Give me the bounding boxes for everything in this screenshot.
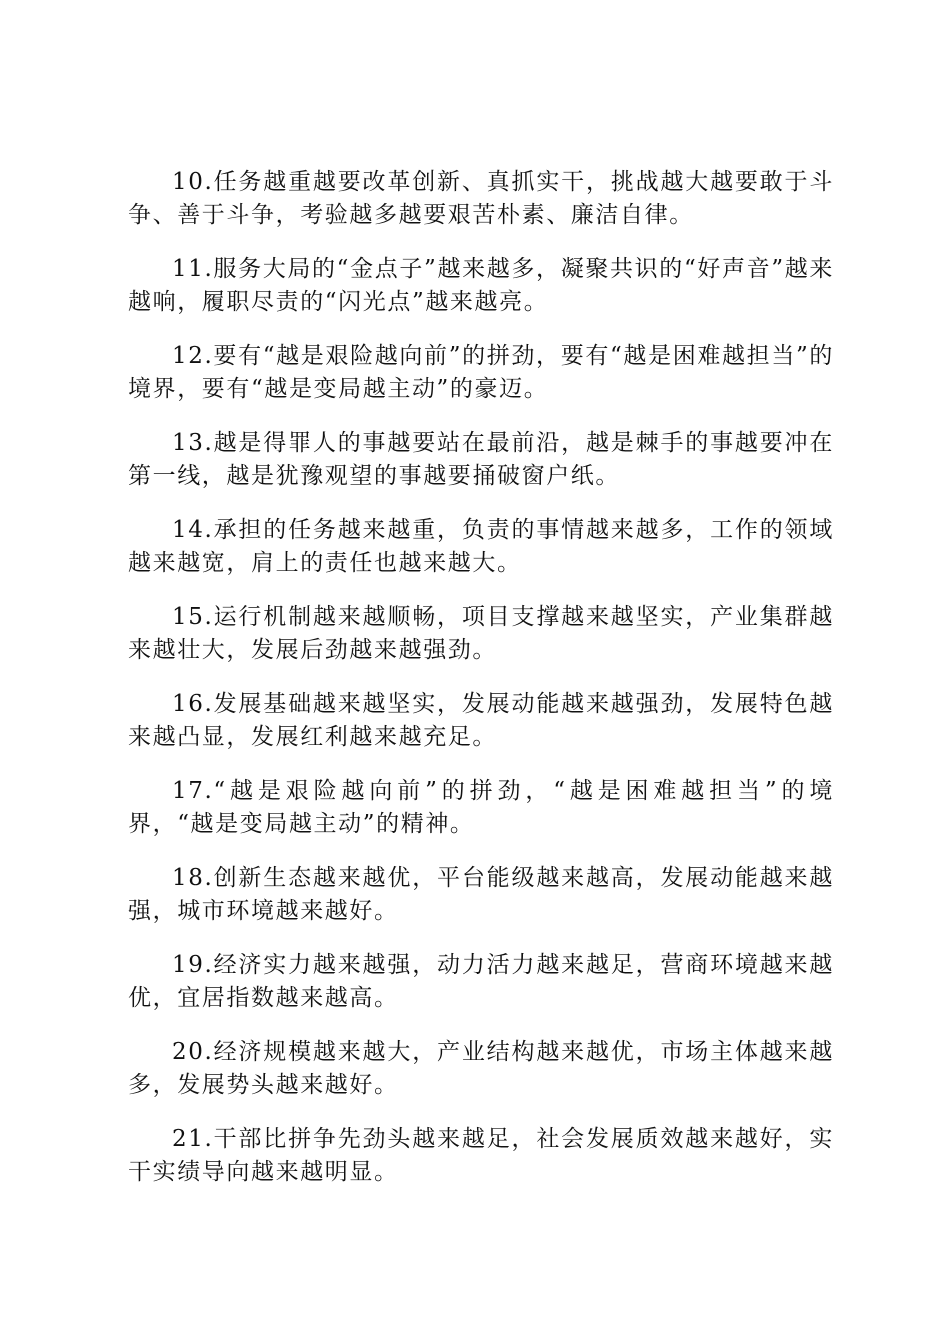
paragraph-19: 19.经济实力越来越强，动力活力越来越足，营商环境越来越优，宜居指数越来越高。 <box>128 952 834 1011</box>
paragraph-15: 15.运行机制越来越顺畅，项目支撑越来越坚实，产业集群越来越壮大，发展后劲越来越强劲。 <box>128 604 834 663</box>
paragraph-14: 14.承担的任务越来越重，负责的事情越来越多，工作的领域越来越宽，肩上的责任也越来越大。 <box>128 517 834 576</box>
paragraph-10: 10.任务越重越要改革创新、真抓实干，挑战越大越要敢于斗争、善于斗争，考验越多越要艰苦朴素、廉洁自律。 <box>128 169 834 228</box>
paragraph-17: 17.“越是艰险越向前”的拼劲，“越是困难越担当”的境界，“越是变局越主动”的精神。 <box>128 778 834 837</box>
paragraph-12: 12.要有“越是艰险越向前”的拼劲，要有“越是困难越担当”的境界，要有“越是变局越主动”的豪迈。 <box>128 343 834 402</box>
paragraph-21: 21.干部比拼争先劲头越来越足，社会发展质效越来越好，实干实绩导向越来越明显。 <box>128 1126 834 1185</box>
paragraph-18: 18.创新生态越来越优，平台能级越来越高，发展动能越来越强，城市环境越来越好。 <box>128 865 834 924</box>
paragraph-11: 11.服务大局的“金点子”越来越多，凝聚共识的“好声音”越来越响，履职尽责的“闪光点”越来越亮。 <box>128 256 834 315</box>
paragraph-20: 20.经济规模越来越大，产业结构越来越优，市场主体越来越多，发展势头越来越好。 <box>128 1039 834 1098</box>
document-body <box>128 166 834 1210</box>
paragraph-13: 13.越是得罪人的事越要站在最前沿，越是棘手的事越要冲在第一线，越是犹豫观望的事越要捅破窗户纸。 <box>128 430 834 489</box>
paragraph-16: 16.发展基础越来越坚实，发展动能越来越强劲，发展特色越来越凸显，发展红利越来越充足。 <box>128 691 834 750</box>
